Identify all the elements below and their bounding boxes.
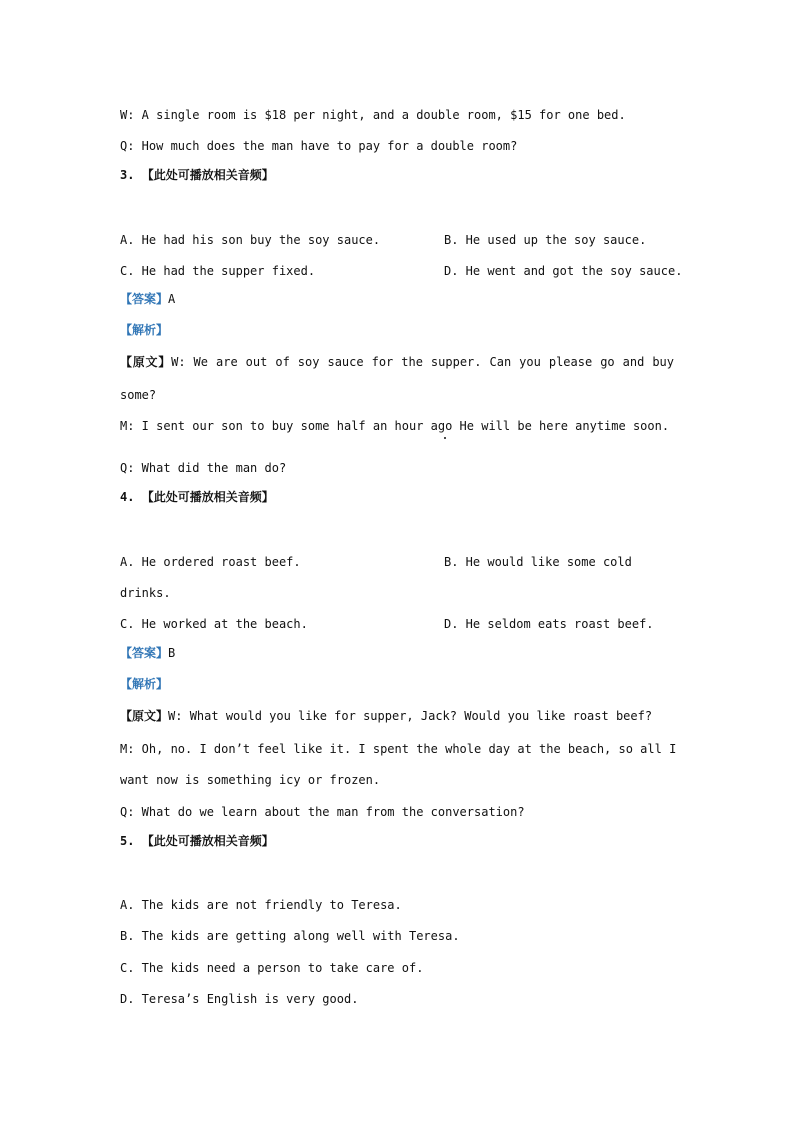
- q3-option-d: D. He went and got the soy sauce.: [444, 264, 683, 278]
- q5-audio-title: 【此处可播放相关音频】: [141, 834, 274, 848]
- q4-option-a: A. He ordered roast beef.: [120, 555, 301, 569]
- q4-source-label: 【原文】: [120, 709, 169, 723]
- q4-option-d: D. He seldom eats roast beef.: [444, 617, 654, 631]
- q5-option-c: C. The kids need a person to take care of.: [120, 961, 424, 975]
- q3-audio-title: 【此处可播放相关音频】: [141, 168, 274, 182]
- q5-heading: [120, 833, 274, 849]
- q3-source-label: 【原文】: [120, 355, 172, 369]
- q5-number: 5.: [120, 834, 135, 848]
- dialogue-w-line: W: A single room is $18 per night, and a double room, $15 for one bed.: [120, 108, 626, 122]
- q3-heading: [120, 167, 274, 183]
- q3-q-line: Q: What did the man do?: [120, 461, 287, 475]
- q5-option-b: B. The kids are getting along well with Teresa.: [120, 929, 460, 943]
- q4-m-line1: M: Oh, no. I don’t feel like it. I spent the whole day at the beach, so all I: [120, 742, 677, 756]
- q4-analysis-label: 【解析】: [120, 677, 169, 691]
- q3-source-text: W: We are out of soy sauce for the supper. Can you please go and buy: [171, 355, 674, 369]
- q4-source-text: W: What would you like for supper, Jack? Would you like roast beef?: [168, 709, 653, 723]
- q3-source-line1: [120, 354, 674, 370]
- q4-option-c: C. He worked at the beach.: [120, 617, 308, 631]
- q4-heading: [120, 489, 274, 505]
- q4-audio-title: 【此处可播放相关音频】: [141, 490, 274, 504]
- q3-option-c: C. He had the supper fixed.: [120, 264, 316, 278]
- q4-option-b-cont: drinks.: [120, 586, 171, 600]
- q4-answer-value: B: [168, 646, 176, 660]
- dialogue-q-line: Q: How much does the man have to pay for a double room?: [120, 139, 518, 153]
- q4-number: 4.: [120, 490, 135, 504]
- q3-number: 3.: [120, 168, 135, 182]
- q3-m-line: M: I sent our son to buy some half an hour ago He will be here anytime soon.: [120, 419, 670, 433]
- q3-answer-label: 【答案】: [120, 292, 169, 306]
- stray-dot: [444, 437, 446, 439]
- q4-option-b: B. He would like some cold: [444, 555, 632, 569]
- q3-source-line2: some?: [120, 388, 157, 402]
- q4-q-line: Q: What do we learn about the man from the conversation?: [120, 805, 525, 819]
- q3-answer: [120, 291, 175, 307]
- q4-answer-label: 【答案】: [120, 646, 169, 660]
- q4-answer: [120, 645, 175, 661]
- q3-option-a: A. He had his son buy the soy sauce.: [120, 233, 381, 247]
- q3-option-b: B. He used up the soy sauce.: [444, 233, 647, 247]
- q3-answer-value: A: [168, 292, 176, 306]
- q3-analysis-label: 【解析】: [120, 323, 169, 337]
- q5-option-a: A. The kids are not friendly to Teresa.: [120, 898, 402, 912]
- q4-m-line2: want now is something icy or frozen.: [120, 773, 381, 787]
- q4-source-line1: [120, 708, 652, 724]
- q5-option-d: D. Teresa’s English is very good.: [120, 992, 359, 1006]
